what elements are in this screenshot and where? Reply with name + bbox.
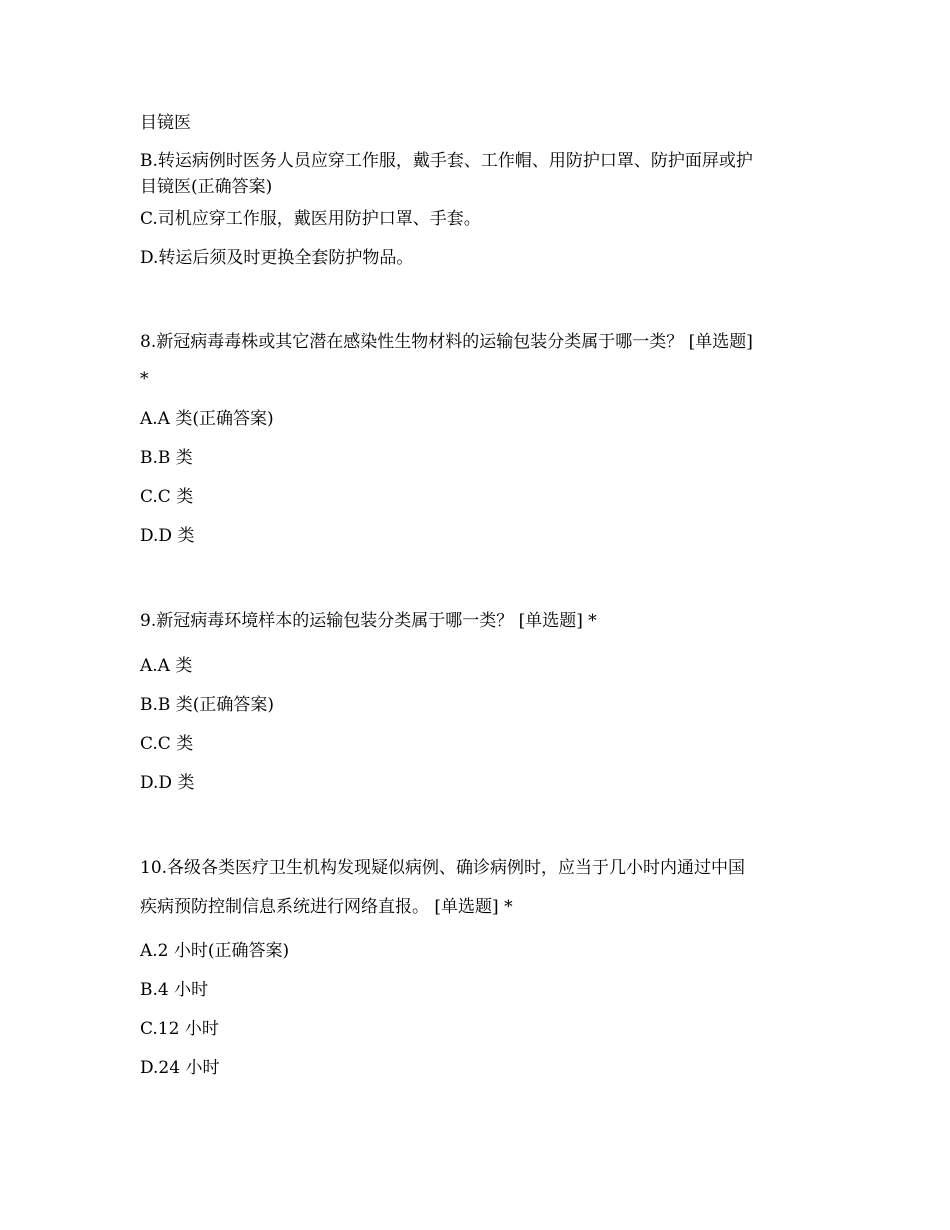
q7-fragment: 目镜医 <box>140 113 191 133</box>
q7-option-b-line2: 目镜医(正确答案) <box>140 177 273 197</box>
q10-option-a: A.2 小时(正确答案) <box>140 941 290 961</box>
q7-option-c: C.司机应穿工作服，戴医用防护口罩、手套。 <box>140 209 481 229</box>
q8-option-c: C.C 类 <box>140 487 194 507</box>
q10-option-d: D.24 小时 <box>140 1058 220 1078</box>
q8-option-b: B.B 类 <box>140 448 193 468</box>
q9-option-a: A.A 类 <box>140 656 193 676</box>
q8-question-line2: * <box>140 369 149 389</box>
q8-question-line1: 8.新冠病毒毒株或其它潜在感染性生物材料的运输包装分类属于哪一类？ [单选题] <box>140 332 753 352</box>
q10-option-c: C.12 小时 <box>140 1019 219 1039</box>
q10-question-line1: 10.各级各类医疗卫生机构发现疑似病例、确诊病例时，应当于几小时内通过中国 <box>140 858 746 878</box>
q10-option-b: B.4 小时 <box>140 980 209 1000</box>
q8-option-d: D.D 类 <box>140 526 195 546</box>
q9-option-b: B.B 类(正确答案) <box>140 695 275 715</box>
q7-option-b-line1: B.转运病例时医务人员应穿工作服，戴手套、工作帽、用防护口罩、防护面屏或护 <box>140 151 753 171</box>
q9-option-d: D.D 类 <box>140 773 195 793</box>
q8-option-a: A.A 类(正确答案) <box>140 409 274 429</box>
q7-option-d: D.转运后须及时更换全套防护物品。 <box>140 248 414 268</box>
q10-question-line2: 疾病预防控制信息系统进行网络直报。 [单选题] * <box>140 897 513 917</box>
q9-question: 9.新冠病毒环境样本的运输包装分类属于哪一类？ [单选题] * <box>140 611 597 631</box>
q9-option-c: C.C 类 <box>140 734 194 754</box>
